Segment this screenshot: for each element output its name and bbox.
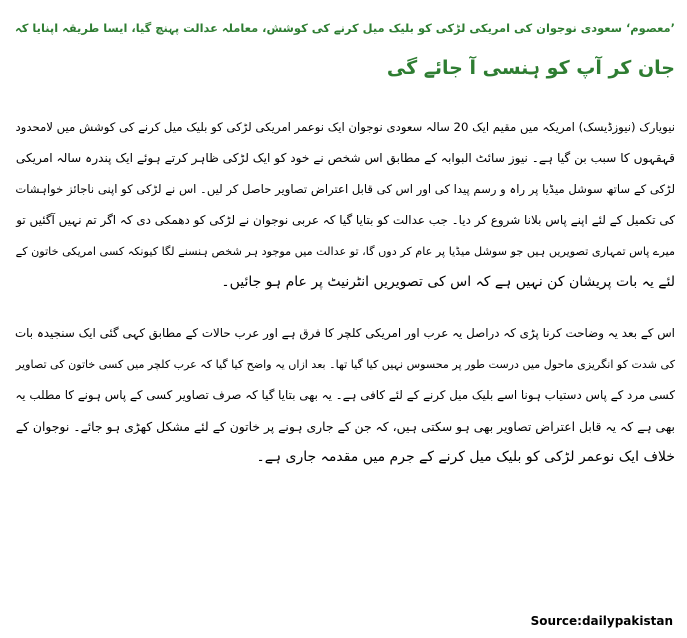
paragraph-2-line-2: کی شدت کو انگریزی ماحول میں درست طور پر محسوس نہیں کیا گیا تھا۔ بعد ازاں یہ واضح کیا گیا کہ عرب کلچر میں کسی خاتون کی تصاویر bbox=[15, 358, 675, 371]
paragraph-1-line-2: قہقہوں کا سبب بن گیا ہے۔ نیوز سائٹ البوابہ کے مطابق اس شخص نے خود کو ایک لڑکی ظاہر کرتے ہوئے ایک پندرہ سالہ امریکی bbox=[15, 151, 675, 165]
source-credit: Source:dailypakistan bbox=[530, 614, 673, 628]
paragraph-1-line-4: کی تکمیل کے لئے اپنے پاس بلانا شروع کر دیا۔ جب عدالت کو بتایا گیا کہ عربی نوجوان نے لڑکی کو دھمکی دی کہ اگر تم نہیں آگئیں تو bbox=[16, 213, 675, 227]
paragraph-2-line-1: اس کے بعد یہ وضاحت کرنا پڑی کہ دراصل یہ عرب اور امریکی کلچر کا فرق ہے اور عرب حالات کے مطابق کہی گئی ایک سنجیدہ بات bbox=[14, 326, 675, 340]
paragraph-1-line-3: لڑکی کے ساتھ سوشل میڈیا پر راہ و رسم پیدا کی اور اس کی قابل اعتراض تصاویر حاصل کر لیں۔ اس نے لڑکی کو اپنی ناجائز خواہشات bbox=[15, 182, 675, 196]
paragraph-2-line-5: خلاف ایک نوعمر لڑکی کو بلیک میل کرنے کے جرم میں مقدمہ جاری ہے۔ bbox=[256, 449, 675, 465]
paragraph-1-line-5: میرے پاس تمہاری تصویریں ہیں جو سوشل میڈیا پر عام کر دوں گا، تو عدالت میں موجود ہر شخص ہنسنے لگا کیونکہ کسی امریکی خاتون کے bbox=[15, 245, 675, 258]
headline-line-1: ’معصوم‘ سعودی نوجوان کی امریکی لڑکی کو بلیک میل کرنے کی کوشش، معاملہ عدالت پہنچ گیا، ایسا طریقہ اپنایا کہ bbox=[15, 21, 675, 35]
article-paragraph-2 bbox=[12, 318, 675, 473]
paragraph-2-line-4: بھی ہے کہ یہ قابل اعتراض تصاویر بھی ہو سکتی ہیں، کہ جن کے جاری ہونے پر خاتون کے لئے مشکل کھڑی ہو جائے۔ نوجوان کے bbox=[15, 419, 675, 434]
article-headline bbox=[12, 8, 675, 88]
paragraph-2-line-3: کسی مرد کے پاس دستیاب ہونا اسے بلیک میل کرنے کے لئے کافی ہے۔ یہ بھی بتایا گیا کہ صرف تصاویر کسی کے پاس ہونے کا مطلب یہ bbox=[15, 388, 675, 402]
paragraph-1-line-1: نیویارک (نیوزڈیسک) امریکہ میں مقیم ایک 20 سالہ سعودی نوجوان ایک نوعمر امریکی لڑکی کو بلیک میل کرنے کی کوشش میں لامحدود bbox=[15, 120, 675, 134]
article-paragraph-1 bbox=[12, 112, 675, 298]
paragraph-1-line-6: لئے یہ بات پریشان کن نہیں ہے کہ اس کی تصویریں انٹرنیٹ پر عام ہو جائیں۔ bbox=[221, 274, 675, 290]
headline-line-2: جان کر آپ کو ہنسی آ جائے گی bbox=[386, 57, 675, 79]
